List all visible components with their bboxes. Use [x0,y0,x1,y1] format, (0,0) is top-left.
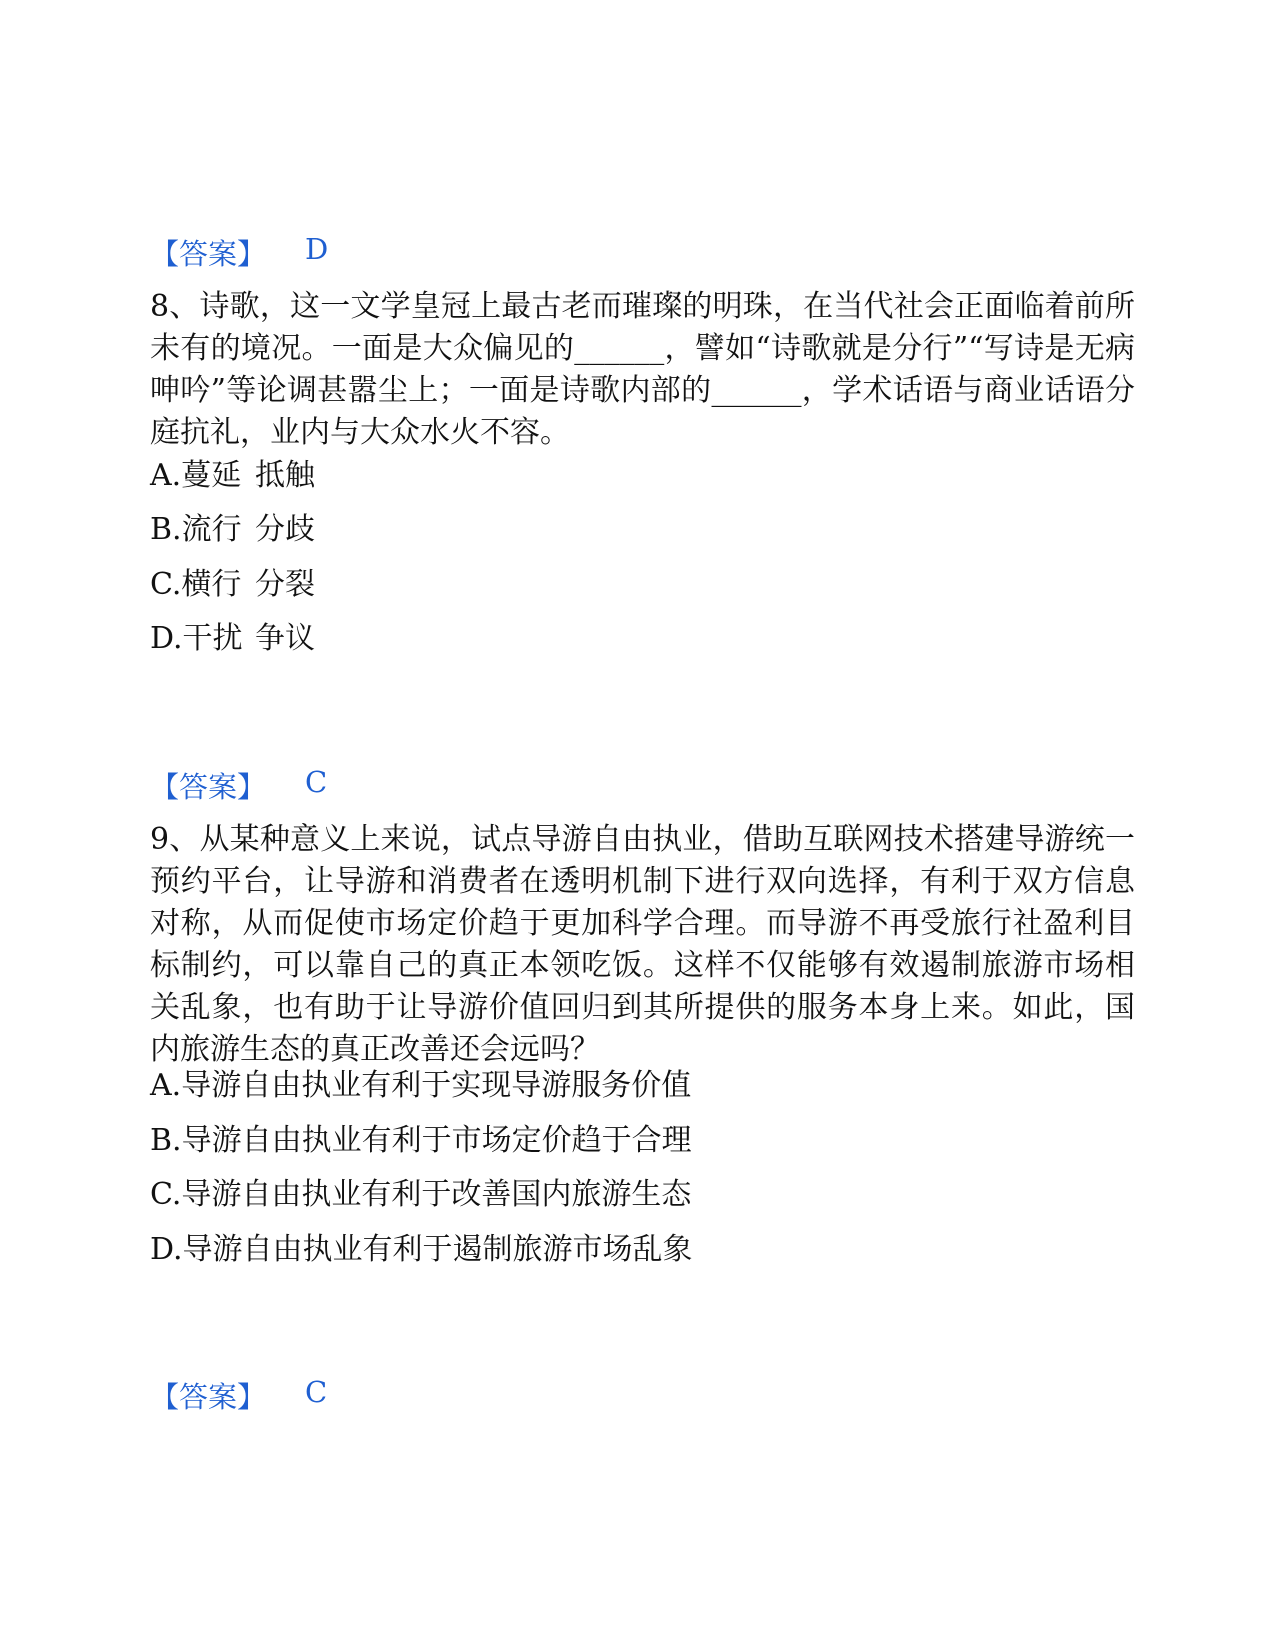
option-text: 导游自由执业有利于改善国内旅游生态 [181,1177,692,1212]
option-text: 导游自由执业有利于遏制旅游市场乱象 [182,1232,693,1267]
option-word-1: 流行 [181,512,242,547]
option-word-2: 争议 [255,621,315,656]
question-9-text: 9、从某种意义上来说，试点导游自由执业，借助互联网技术搭建导游统一预约平台，让导游和消费者在透明机制下进行双向选择，有利于双方信息对称，从而促使市场定价趋于更加科学合理。而导游不再受旅行社盈利目标制约，可以靠自己的真正本领吃饭。这样不仅能够有效遏制旅游市场相关乱象，也有助于让导游价值回归到其所提供的服务本身上来。如此，国内旅游生态的真正改善还会远吗？ [150,822,1135,1067]
question-9-option-b[interactable] [150,1121,692,1161]
option-word-2: 分歧 [255,512,315,547]
option-text: 导游自由执业有利于市场定价趋于合理 [181,1123,692,1158]
option-label: C. [150,567,182,602]
option-text: 导游自由执业有利于实现导游服务价值 [181,1068,692,1103]
answer-tag: 【答案】 [150,237,267,271]
option-label: C. [150,1177,182,1212]
question-8-option-b[interactable] [150,510,315,550]
option-label: B. [150,512,182,547]
option-label: B. [150,1123,182,1158]
answer-value: C [305,1375,328,1409]
question-9-option-d[interactable] [150,1230,693,1270]
question-9-option-a[interactable] [150,1066,691,1106]
answer-line-1 [150,232,329,273]
answer-tag: 【答案】 [150,770,267,804]
answer-line-3 [150,1375,328,1416]
question-8-option-d[interactable] [150,619,315,659]
answer-value: D [305,232,329,266]
question-9-option-c[interactable] [150,1175,691,1215]
option-label: D. [150,621,183,656]
answer-value: C [305,765,328,799]
option-label: A. [150,458,182,493]
option-label: D. [150,1232,183,1267]
question-8-text: 8、诗歌，这一文学皇冠上最古老而璀璨的明珠，在当代社会正面临着前所未有的境况。一面是大众偏见的______，譬如“诗歌就是分行”“写诗是无病呻吟”等论调甚嚣尘上；一面是诗歌内部的______，学术话语与商业话语分庭抗礼，业内与大众水火不容。 [150,289,1135,450]
answer-tag: 【答案】 [150,1380,267,1414]
option-word-1: 干扰 [182,621,243,656]
option-label: A. [150,1068,182,1103]
answer-line-2 [150,765,328,806]
question-8-option-a[interactable] [150,456,315,496]
option-word-2: 抵触 [255,458,315,493]
option-word-2: 分裂 [255,567,315,602]
option-word-1: 横行 [181,567,242,602]
question-8-option-c[interactable] [150,565,315,605]
option-word-1: 蔓延 [181,458,242,493]
